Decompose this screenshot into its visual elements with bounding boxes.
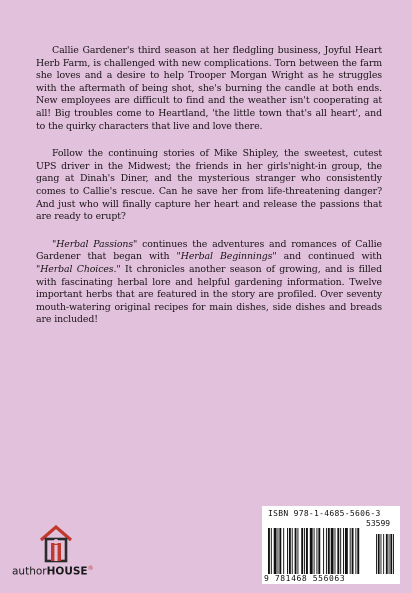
barcode-bar	[326, 528, 327, 574]
barcode-bar	[318, 528, 320, 574]
barcode-bar	[306, 528, 308, 574]
blurb-paragraph-3	[36, 239, 382, 327]
price-code: 53599	[366, 519, 391, 528]
barcode-bar	[378, 534, 380, 574]
barcode-bar	[301, 528, 303, 574]
isbn-barcode	[262, 506, 400, 584]
barcode-bar	[352, 528, 354, 574]
barcode-bar	[295, 528, 297, 574]
barcode-bar	[278, 528, 279, 574]
barcode-bar	[268, 528, 270, 574]
barcode-bar	[274, 528, 277, 574]
blurb-text-block	[36, 45, 382, 342]
barcode-bar	[292, 528, 293, 574]
barcode-bar	[314, 528, 315, 574]
barcode-bar	[383, 534, 384, 574]
barcode-bar	[283, 528, 284, 574]
barcode-digits: 9 781468 556063	[264, 574, 346, 583]
barcode-bar	[316, 528, 317, 574]
barcode-bar	[355, 528, 356, 574]
barcode-bar	[386, 534, 388, 574]
barcode-bar	[323, 528, 324, 574]
publisher-name-author: author	[12, 565, 47, 578]
barcode-bar	[279, 528, 281, 574]
barcode-bar	[357, 528, 359, 574]
barcode-bar	[376, 534, 377, 574]
isbn-number: ISBN 978-1-4685-5606-3	[268, 509, 381, 518]
book-title-herbal-passions: "Herbal Passions"	[52, 238, 138, 250]
publisher-name	[12, 565, 112, 578]
barcode-bar	[340, 528, 341, 574]
barcode-bar	[381, 534, 382, 574]
barcode-bar	[289, 528, 291, 574]
publisher-name-house: HOUSE	[46, 565, 88, 578]
barcode-bar	[343, 528, 344, 574]
barcode-bar	[389, 534, 390, 574]
barcode-bar	[393, 534, 394, 574]
barcode-bar	[331, 528, 334, 574]
book-title-herbal-beginnings: "Herbal Beginnings"	[176, 251, 277, 263]
barcode-bars	[268, 528, 396, 576]
barcode-bar	[328, 528, 330, 574]
barcode-bar	[335, 528, 336, 574]
barcode-bar	[345, 528, 348, 574]
blurb-paragraph-1: Callie Gardener's third season at her fledgling business, Joyful Heart Herb Farm, is challenged with new complications. Torn between the farm she loves and a desire to help Trooper Morgan Wright as he struggles with the aftermath of being shot, she's burning the candle at both ends. New employees are difficult to find and the weather isn't cooperating at all! Big troubles come to Heartland, 'the little town that's all heart', and to the quirky characters that live and love there.	[36, 45, 382, 132]
barcode-bar	[337, 528, 339, 574]
blurb-paragraph-2: Follow the continuing stories of Mike Shipley, the sweetest, cutest UPS driver in the Midwest; the friends in her girls'night-in group, the gang at Dinah's Diner, and the mysterious stranger who consistently comes to Callie's rescue. Can he save her from life-threatening danger? And just who will finally capture her heart and release the passions that are ready to erupt?	[36, 148, 382, 223]
barcode-bar	[287, 528, 288, 574]
barcode-bar	[310, 528, 313, 574]
barcode-bar	[297, 528, 298, 574]
barcode-bar	[390, 534, 392, 574]
barcode-bar	[271, 528, 272, 574]
authorhouse-logo-icon	[38, 523, 74, 563]
blurb-text-segment: It chronicles another season of growing, and is filled with fascinating herbal lore and helpful gardening information. Twelve important herbs that are featured in the story are profiled. Over seventy mouth-watering original recipes for main dishes, side dishes and breads are included!	[36, 263, 382, 326]
registered-mark: ®	[87, 565, 94, 572]
barcode-bar	[350, 528, 351, 574]
blurb-text-segment: continues the adventures and romances of Callie Gardener that began with	[36, 238, 383, 263]
publisher-logo	[12, 521, 112, 585]
book-title-herbal-choices: "Herbal Choices."	[36, 263, 121, 275]
barcode-bar	[304, 528, 305, 574]
blurb-text-segment: and continued with	[276, 251, 382, 263]
